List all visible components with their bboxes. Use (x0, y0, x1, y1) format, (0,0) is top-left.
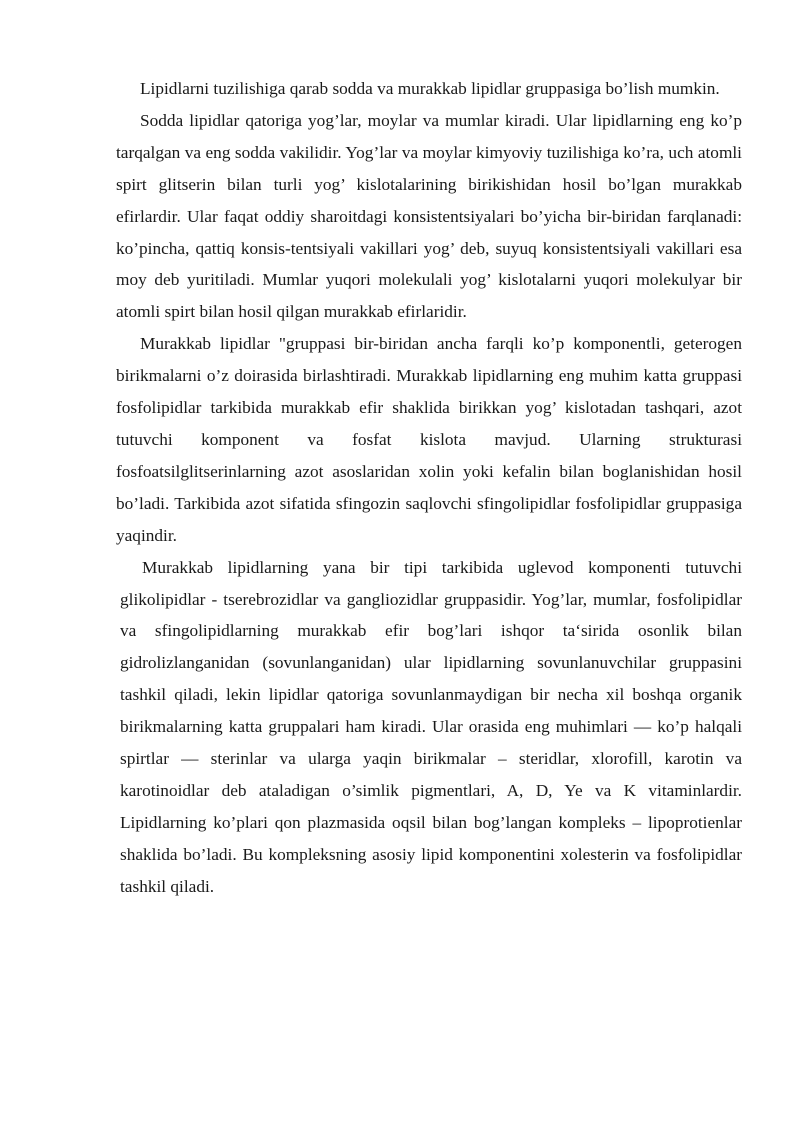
paragraph-glycolipids: Murakkab lipidlarning yana bir tipi tarkibida uglevod komponenti tutuvchi glikolipidlar - tserebrozidlar va gangliozidlar gruppasidir. Yog’lar, mumlar, fosfolipidlar va sfingolipidlarning murakkab efir bog’lari ishqor ta‘sirida osonlik bilan gidrolizlanganidan (sovunlanganidan) ular lipidlarning sovunlanuvchilar gruppasini tashkil qiladi, lekin lipidlar qatoriga sovunlanmaydigan bir necha xil boshqa organik birikmalarning katta gruppalari ham kiradi. Ular orasida eng muhimlari — ko’p halqali spirtlar — sterinlar va ularga yaqin birikmalar – steridlar, xlorofill, karotin va karotinoidlar deb ataladigan o’simlik pigmentlari, A, D, Ye va K vitaminlardir. Lipidlarning ko’plari qon plazmasida oqsil bilan bog’langan kompleks – lipoprotienlar shaklida bo’ladi. Bu kompleksning asosiy lipid komponentini xolesterin va fosfolipidlar tashkil qiladi. (120, 557, 742, 896)
paragraph-simple-lipids: Sodda lipidlar qatoriga yog’lar, moylar va mumlar kiradi. Ular lipidlarning eng ko’p tarqalgan va eng sodda vakilidir. Yog’lar va moylar kimyoviy tuzilishiga ko’ra, uch atomli spirt glitserin bilan turli yog’ kislotalarining birikishidan hosil bo’lgan murakkab efirlardir. Ular faqat oddiy sharoitdagi konsistentsiyalari bo’yicha bir-biridan farqlanadi: ko’pincha, qattiq konsis-tentsiyali vakillari yog’ deb, suyuq konsistentsiyali vakillari esa moy deb yuritiladi. Mumlar yuqori molekulali yog’ kislotalarni yuqori molekulyar bir atomli spirt bilan hosil qilgan murakkab efirlaridir. (116, 110, 742, 322)
paragraph-lipid-classification: Lipidlarni tuzilishiga qarab sodda va murakkab lipidlar gruppasiga bo’lish mumkin. (140, 79, 720, 98)
document-page (116, 73, 742, 903)
paragraph-complex-lipids: Murakkab lipidlar "gruppasi bir-biridan ancha farqli ko’p komponentli, geterogen birikmalarni o’z doirasida birlashtiradi. Murakkab lipidlarning eng muhim katta gruppasi fosfolipidlar tarkibida murakkab efir shaklida birikkan yog’ kislotadan tashqari, azot tutuvchi komponent va fosfat kislota mavjud. Ularning strukturasi fosfoatsilglitserinlarning azot asoslaridan xolin yoki kefalin bilan boglanishidan hosil bo’ladi. Tarkibida azot sifatida sfingozin saqlovchi sfingolipidlar fosfolipidlar gruppasiga yaqindir. (116, 334, 742, 545)
